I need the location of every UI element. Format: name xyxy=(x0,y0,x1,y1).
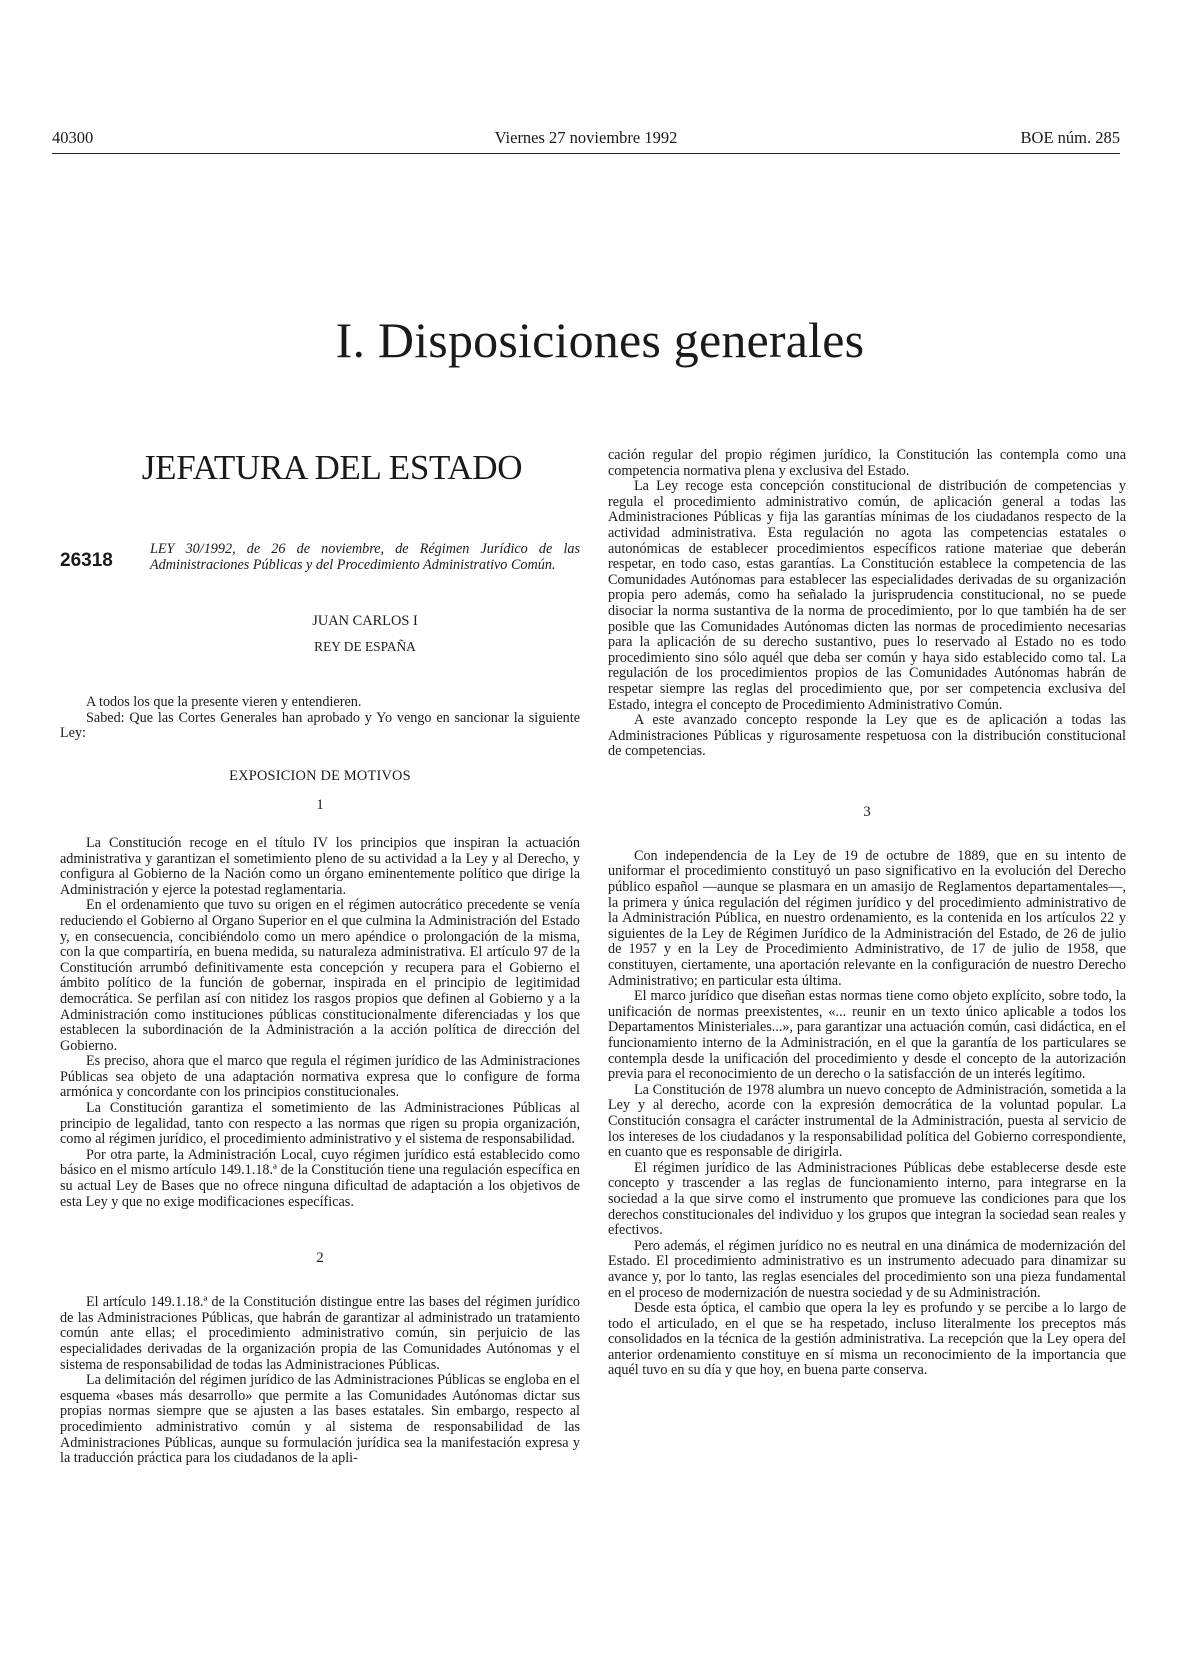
body-paragraph: La Constitución de 1978 alumbra un nuevo concepto de Administración, sometida a la Ley y al derecho, acorde con la expresión democrática de la voluntad popular. La Constitución consagra el carácter instrumental de la Administración, puesta al servicio de los intereses de los ciudadanos y la responsabilidad política del Gobierno correspondiente, en cuanto que es responsable de dirigirla. xyxy=(608,1081,1126,1161)
body-paragraph: El artículo 149.1.18.ª de la Constitución distingue entre las bases del régimen jurídico de las Administraciones Públicas, que habrán de garantizar al administrado un tratamiento común ante ellas; el procedimiento administrativo común, sin perjuicio de las especialidades derivadas de la organización propia de las Comunidades Autónomas y el sistema de responsabilidad de todas las Administraciones Públicas. xyxy=(60,1294,580,1373)
body-paragraph: El marco jurídico que diseñan estas normas tiene como objeto explícito, sobre todo, la unificación de normas preexistentes, «... reunir en un texto único aplicable a todos los Departamentos Ministeriales...», para garantizar una actuación común, casi didáctica, en el funcionamiento interno de la Administración, en el que la garantía de los particulares se contempla desde la unificación del procedimiento y desde el concepto de la autorización previa para el reconocimiento de un derecho o la satisfacción de un interés legítimo. xyxy=(608,988,1126,1083)
body-paragraph: La delimitación del régimen jurídico de las Administraciones Públicas se engloba en el esquema «bases más desarrollo» que permite a las Comunidades Autónomas dictar sus propias normas siempre que se ajusten a las bases estatales. Sin embargo, respecto al procedimiento administrativo común y al sistema de responsabilidad de las Administraciones Públicas, aunque su formulación jurídica sea la manifestación expresa y la traducción práctica para los ciudadanos de la apli- xyxy=(60,1372,580,1467)
law-title: LEY 30/1992, de 26 de noviembre, de Régimen Jurídico de las Administraciones Públicas y del Procedimiento Administrativo Común. xyxy=(150,541,580,573)
exposicion-heading: EXPOSICION DE MOTIVOS xyxy=(229,767,411,784)
section-title: I. Disposiciones generales xyxy=(335,312,865,368)
preamble-paragraph: A todos los que la presente vieren y entendieren. xyxy=(86,694,362,711)
issue-number: BOE núm. 285 xyxy=(1020,128,1120,147)
body-paragraph: La Ley recoge esta concepción constitucional de distribución de competencias y regula el procedimiento administrativo común, de aplicación general a todas las Administraciones Públicas y fija las garantías mínimas de los ciudadanos respecto de la actividad administrativa. Esta regulación no agota las competencias estatales o autonómicas de establecer procedimientos específicos ratione materiae que deberán respetar, en todo caso, estas garantías. La Constitución establece la competencia de las Comunidades Autónomas para establecer las especialidades derivadas de su organización propia pero además, como ha señalado la jurisprudencia constitucional, no se puede disociar la norma sustantiva de la norma de procedimiento, por lo que también ha de ser posible que las Comunidades Autónomas dicten las normas de procedimiento necesarias para la aplicación de su derecho sustantivo, pues lo reservado al Estado no es todo procedimiento sino sólo aquél que deba ser común y haya sido establecido como tal. La regulación de los procedimientos propios de las Comunidades Autónomas habrán de respetar siempre las reglas del procedimiento que, por ser competencia exclusiva del Estado, integra el concepto de Procedimiento Administrativo Común. xyxy=(608,478,1126,713)
publication-date: Viernes 27 noviembre 1992 xyxy=(494,128,678,147)
section-number: 1 xyxy=(316,796,324,813)
section-number: 3 xyxy=(863,803,871,820)
body-paragraph: El régimen jurídico de las Administraciones Públicas debe establecerse desde este concepto y trascender a las reglas de funcionamiento interno, para integrarse en la sociedad a la que sirve como el instrumento que promueve las condiciones para que los derechos constitucionales del individuo y los grupos que integran la sociedad sean reales y efectivos. xyxy=(608,1159,1126,1239)
body-paragraph: Con independencia de la Ley de 19 de octubre de 1889, que en su intento de uniformar el procedimiento constituyó un paso significativo en la evolución del Derecho público español —aunque se plasmara en un amasijo de Reglamentos departamentales—, la primera y única regulación del régimen jurídico y del procedimiento administrativo de la Administración Pública, en nuestro ordenamiento, es la contenida en los artículos 22 y siguientes de la Ley de Régimen Jurídico de la Administración del Estado, de 26 de julio de 1957 y en la Ley de Procedimiento Administrativo, de 17 de julio de 1958, que constituyen, ciertamente, una aportación relevante en la configuración de nuestro Derecho Administrativo; en particular esta última. xyxy=(608,847,1126,989)
king-title: REY DE ESPAÑA xyxy=(314,639,416,655)
body-paragraph: La Constitución recoge en el título IV los principios que inspiran la actuación administrativa y garantizan el sometimiento pleno de su actividad a la Ley y al Derecho, y configura al Gobierno de la Nación como un órgano eminentemente político que dirige la Administración y ejerce la potestad reglamentaria. xyxy=(60,834,580,898)
body-paragraph: A este avanzado concepto responde la Ley que es de aplicación a todas las Administraciones Públicas y rigurosamente respetuosa con la distribución constitucional de competencias. xyxy=(608,712,1126,760)
page-number: 40300 xyxy=(52,128,94,147)
body-paragraph: Pero además, el régimen jurídico no es neutral en una dinámica de modernización del Estado. El procedimiento administrativo es un instrumento adecuado para dinamizar su avance y, por lo tanto, las reglas esenciales del procedimiento son una pieza fundamental en el proceso de modernización de nuestra sociedad y de su Administración. xyxy=(608,1237,1126,1301)
section-number: 2 xyxy=(316,1250,324,1267)
body-paragraph: En el ordenamiento que tuvo su origen en el régimen autocrático precedente se venía reduciendo el Gobierno al Organo Superior en el que culmina la Administración del Estado y, en consecuencia, concibiéndolo como un mero apéndice o prolongación de la misma, con la que compartiría, en buena medida, su naturaleza administrativa. El artículo 97 de la Constitución arrumbó definitivamente esta concepción y recupera para el Gobierno el ámbito político de la función de gobernar, inspirada en el principio de legitimidad democrática. Se perfilan así con nitidez los rasgos propios que definen al Gobierno y a la Administración como instituciones públicas constitucionalmente diferenciadas y los que establecen la subordinación de la Administración a la acción política de dirección del Gobierno. xyxy=(60,897,580,1054)
king-name: JUAN CARLOS I xyxy=(312,613,418,630)
law-heading xyxy=(60,542,580,573)
preamble-paragraph: Sabed: Que las Cortes Generales han aprobado y Yo vengo en sancionar la siguiente Ley: xyxy=(60,709,580,742)
left-column xyxy=(60,448,580,1467)
body-paragraph: cación regular del propio régimen jurídico, la Constitución las contempla como una competencia normativa plena y exclusiva del Estado. xyxy=(608,447,1126,479)
organization-title: JEFATURA DEL ESTADO xyxy=(141,448,523,487)
body-paragraph: Es preciso, ahora que el marco que regula el régimen jurídico de las Administraciones Públicas sea objeto de una adaptación normativa expresa que lo configure de forma armónica y concordante con los principios constitucionales. xyxy=(60,1053,580,1101)
body-paragraph: Por otra parte, la Administración Local, cuyo régimen jurídico está establecido como básico en el mismo artículo 149.1.18.ª de la Constitución tiene una regulación específica en su actual Ley de Bases que no ofrece ninguna dificultad de adaptación a los objetivos de esta Ley y que no exige modificaciones específicas. xyxy=(60,1146,580,1210)
preamble xyxy=(60,695,580,742)
body-paragraph: La Constitución garantiza el sometimiento de las Administraciones Públicas al principio de legalidad, tanto con respecto a las normas que rigen su propia organización, como al régimen jurídico, el procedimiento administrativo y el sistema de responsabilidad. xyxy=(60,1100,580,1148)
body-paragraph: Desde esta óptica, el cambio que opera la ley es profundo y se percibe a lo largo de todo el articulado, en el que se ha respetado, incluso literalmente los preceptos más consolidados en la técnica de la gestión administrativa. La recepción que la Ley opera del anterior ordenamiento constituye en sí misma un reconocimiento de la importancia que aquél tuvo en su día y que hoy, en buena parte conserva. xyxy=(608,1300,1126,1379)
page-header xyxy=(52,128,1120,154)
law-number: 26318 xyxy=(60,550,113,571)
right-column xyxy=(608,448,1126,1379)
